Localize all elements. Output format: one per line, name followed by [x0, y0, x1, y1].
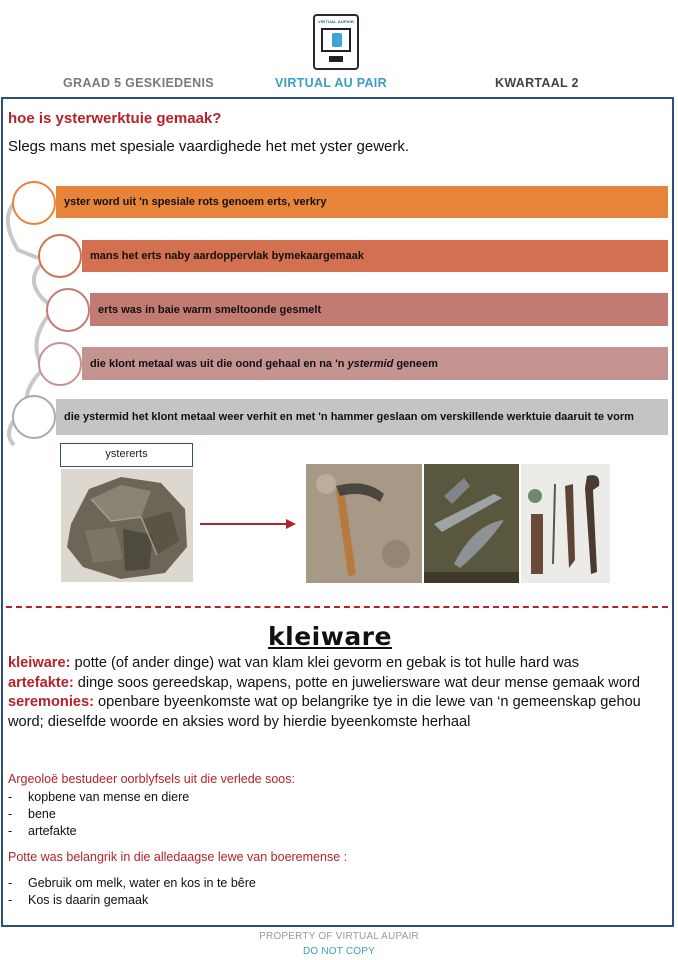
definition-artefakte — [8, 674, 668, 694]
process-step-3: erts was in baie warm smeltoonde gesmelt — [90, 293, 668, 326]
term-artefakte: artefakte: — [8, 674, 74, 691]
header-grade: GRAAD 5 GESKIEDENIS — [63, 76, 214, 90]
term-seremonies: seremonies: — [8, 694, 94, 710]
footer-property: PROPERTY OF VIRTUAL AUPAIR — [259, 931, 419, 942]
definition-text: dinge soos gereedskap, wapens, potte en juweliersware wat deur mense gemaak word — [73, 674, 640, 691]
list-item: - bene — [8, 807, 56, 821]
definitions-block — [8, 654, 668, 732]
timeline-node-5 — [12, 395, 56, 439]
process-step-4-text-before: die klont metaal was uit die oond gehaal en na 'n — [90, 357, 345, 370]
definition-text: openbare byeenkomste wat op belangrike tye in die lewe van ‘n gemeenskap gehou word; dieselfde woorde en aksies word by hierdie byeenkomste herhaal — [8, 694, 641, 730]
definition-seremonies — [8, 693, 668, 732]
pots-list — [8, 875, 256, 909]
pots-intro: Potte was belangrik in die alledaagse lewe van boeremense : — [8, 850, 348, 864]
logo-text: VIRTUAL AUPAIR — [317, 19, 355, 24]
iron-artifacts-photo — [521, 464, 610, 583]
section-intro-text: Slegs mans met spesiale vaardighede het met yster gewerk. — [8, 138, 410, 155]
kleiware-heading: kleiware — [268, 622, 392, 651]
process-step-5: die ystermid het klont metaal weer verhit en met 'n hammer geslaan om verskillende werktuie daaruit te vorm — [56, 399, 668, 435]
list-item-text: kopbene van mense en diere — [28, 790, 190, 804]
iron-ore-photo — [61, 469, 193, 582]
list-item-text: bene — [28, 807, 56, 821]
footer-do-not-copy: DO NOT COPY — [302, 946, 376, 957]
list-item: - kopbene van mense en diere — [8, 790, 190, 804]
term-kleiware: kleiware: — [8, 655, 71, 671]
timeline-node-3 — [46, 288, 90, 332]
process-step-4 — [82, 347, 668, 380]
process-step-1: yster word uit 'n spesiale rots genoem erts, verkry — [56, 186, 668, 218]
process-step-4-text-after: geneem — [396, 357, 438, 370]
timeline-node-2 — [38, 234, 82, 278]
definition-kleiware — [8, 654, 668, 674]
section-divider — [6, 606, 668, 608]
iron-blades-photo — [424, 464, 519, 583]
timeline-node-1 — [12, 181, 56, 225]
list-item-text: artefakte — [28, 824, 77, 838]
list-item-text: Kos is daarin gemaak — [28, 893, 149, 907]
archaeology-intro: Argeoloë bestudeer oorblyfsels uit die verlede soos: — [8, 772, 295, 786]
list-item-text: Gebruik om melk, water en kos in te bêre — [28, 876, 256, 890]
section-question-title: hoe is ysterwerktuie gemaak? — [8, 110, 222, 127]
list-item: - Kos is daarin gemaak — [8, 893, 149, 907]
list-item: - artefakte — [8, 824, 77, 838]
process-step-2: mans het erts naby aardoppervlak bymekaargemaak — [82, 240, 668, 272]
header-term: KWARTAAL 2 — [495, 76, 579, 90]
header-brand: VIRTUAL AU PAIR — [275, 76, 387, 90]
timeline-node-4 — [38, 342, 82, 386]
list-item: - Gebruik om melk, water en kos in te bêre — [8, 876, 256, 890]
definition-text: potte (of ander dinge) wat van klam klei gevorm en gebak is tot hulle hard was — [70, 655, 580, 671]
process-step-4-text-italic: ystermid — [347, 357, 394, 370]
ore-image-caption: ystererts — [60, 443, 193, 467]
iron-hoe-photo — [306, 464, 422, 583]
archaeology-list — [8, 789, 189, 840]
arrow-icon — [198, 514, 300, 534]
